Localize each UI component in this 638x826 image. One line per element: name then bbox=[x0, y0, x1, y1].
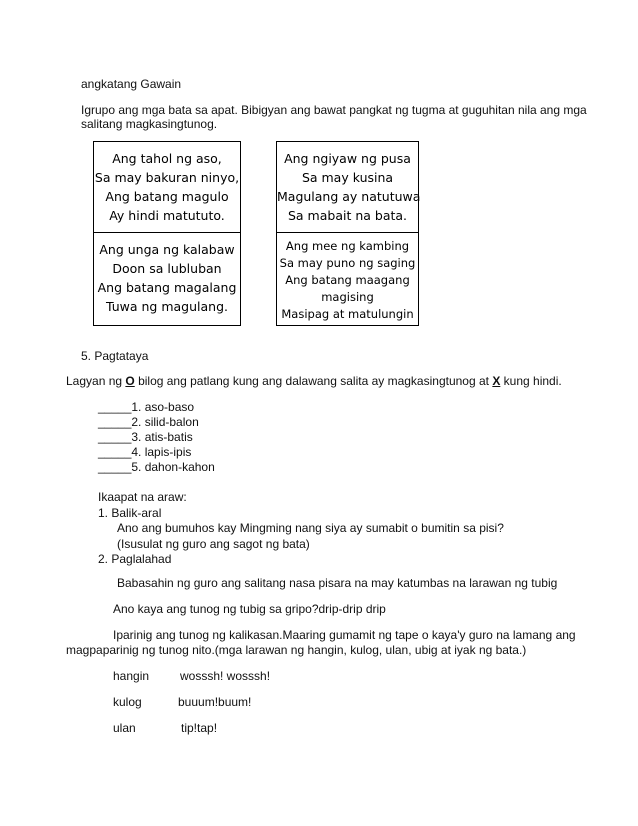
section-title: angkatang Gawain bbox=[81, 77, 182, 91]
sound-text: buuum!buum! bbox=[178, 695, 252, 709]
list-item: _____1. aso-baso bbox=[98, 400, 195, 414]
paglalahad-para-3-line-1: Iparinig ang tunog ng kalikasan.Maaring gumamit ng tape o kaya'y guro na lamang ang bbox=[113, 628, 576, 642]
sound-word: hangin bbox=[113, 669, 150, 683]
paglalahad-para-3-line-2: magpaparinig ng tunog nito.(mga larawan ng hangin, kulog, ulan, ubig at iyak ng bata.) bbox=[66, 643, 527, 657]
poem-line: Masipag at matulungin bbox=[281, 307, 414, 321]
pagtataya-heading: 5. Pagtataya bbox=[81, 349, 149, 363]
poem-box-pusa bbox=[276, 141, 419, 233]
paglalahad-para-1: Babasahin ng guro ang salitang nasa pisara na may katumbas na larawan ng tubig bbox=[117, 576, 558, 590]
balik-aral-heading: 1. Balik-aral bbox=[98, 506, 162, 520]
sound-text: tip!tap! bbox=[181, 721, 218, 735]
instruction-text: Lagyan ng bbox=[66, 374, 126, 388]
list-item: _____2. silid-balon bbox=[98, 415, 199, 429]
paglalahad-para-2: Ano kaya ang tunog ng tubig sa gripo?drip-drip drip bbox=[113, 602, 386, 616]
paglalahad-heading: 2. Paglalahad bbox=[98, 552, 172, 566]
poem-line: Sa may puno ng saging bbox=[279, 256, 416, 270]
poem-line: Ang mee ng kambing bbox=[285, 239, 410, 253]
poem-line: Tuwa ng magulang. bbox=[105, 299, 228, 314]
poem-line: Sa mabait na bata. bbox=[287, 208, 408, 223]
poem-line: Doon sa lubluban bbox=[112, 261, 222, 276]
instruction-text: bilog ang patlang kung ang dalawang salita ay magkasingtunog at bbox=[134, 374, 493, 388]
poem-line: Sa may bakuran ninyo, bbox=[94, 170, 240, 185]
sound-text: wosssh! wosssh! bbox=[180, 669, 271, 683]
intro-line-1: Igrupo ang mga bata sa apat. Bibigyan ang bawat pangkat ng tugma at guguhitan nila ang mga bbox=[81, 103, 587, 117]
poem-line: Ang batang maagang bbox=[285, 273, 410, 287]
poem-line: Ang tahol ng aso, bbox=[112, 151, 222, 166]
list-item: _____3. atis-batis bbox=[98, 430, 193, 444]
poem-line: Sa may kusina bbox=[301, 170, 394, 185]
poem-line: Ang batang magulo bbox=[105, 189, 229, 204]
poem-line: Magulang ay natutuwa bbox=[277, 189, 421, 204]
intro-line-2: salitang magkasingtunog. bbox=[81, 117, 218, 131]
sound-word: ulan bbox=[113, 721, 136, 735]
ikaapat-heading: Ikaapat na araw: bbox=[98, 490, 187, 504]
poem-line: Ang ngiyaw ng pusa bbox=[284, 151, 411, 166]
poem-box-kalabaw bbox=[93, 232, 241, 326]
balik-aral-note: (Isusulat ng guro ang sagot ng bata) bbox=[117, 537, 310, 551]
sound-word: kulog bbox=[113, 695, 142, 709]
instruction-text: kung hindi. bbox=[500, 374, 562, 388]
balik-aral-question: Ano ang bumuhos kay Mingming nang siya ay sumabit o bumitin sa pisi? bbox=[117, 521, 504, 535]
poem-line: Ang batang magalang bbox=[97, 280, 237, 295]
list-item: _____4. lapis-ipis bbox=[98, 445, 192, 459]
list-item: _____5. dahon-kahon bbox=[98, 460, 215, 474]
instruction-o-mark: O bbox=[125, 374, 135, 388]
poem-line: magising bbox=[321, 290, 374, 304]
instruction-x-mark: X bbox=[492, 374, 501, 388]
poem-box-kambing bbox=[276, 232, 419, 326]
poem-box-aso bbox=[93, 141, 241, 233]
poem-line: Ay hindi matututo. bbox=[109, 208, 225, 223]
pagtataya-instruction bbox=[66, 374, 562, 388]
poem-line: Ang unga ng kalabaw bbox=[99, 242, 235, 257]
